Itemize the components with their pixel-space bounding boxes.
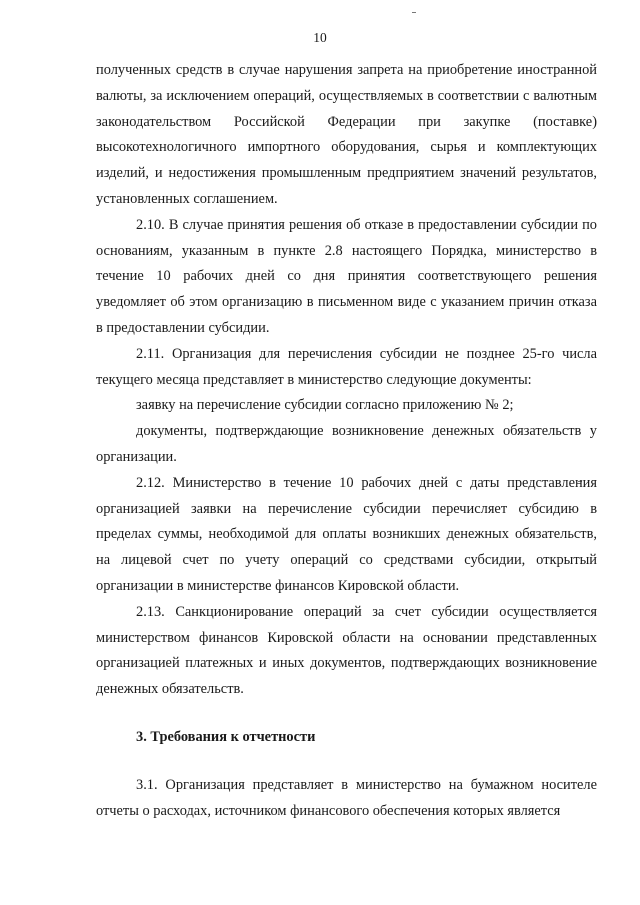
- paragraph-2-11: 2.11. Организация для перечисления субсидии не позднее 25-го числа текущего месяца представляет в министерство следующие документы:: [96, 345, 597, 388]
- paragraph-documents-item: документы, подтверждающие возникновение денежных обязательств у организации.: [96, 423, 597, 465]
- paragraph-2-12: 2.12. Министерство в течение 10 рабочих дней с даты представления организацией заявки на перечисление субсидии перечисляет субсидию в пределах суммы, необходимой для оплаты возникших денежных обязательств, на лицевой счет по учету операций со средствами субсидии, открытый организации в министерстве финансов Кировской области.: [96, 474, 597, 594]
- paragraph-3-1: 3.1. Организация представляет в министерство на бумажном носителе отчеты о расходах, источником финансового обеспечения которых является: [96, 776, 597, 819]
- paragraph-2-13: 2.13. Санкционирование операций за счет субсидии осуществляется министерством финансов Кировской области на основании представленных организацией платежных и иных документов, подтверждающих возникновение денежных обязательств.: [96, 603, 597, 698]
- section-heading: 3. Требования к отчетности: [136, 728, 316, 745]
- paragraph-continuation: полученных средств в случае нарушения запрета на приобретение иностранной валюты, за исключением операций, осуществляемых в соответствии с валютным законодательством Российской Федерации при закупке (поставке) высокотехнологичного импортного оборудования, сырья и комплектующих изделий, и недостижения промышленным предприятием значений результатов, установленных соглашением.: [96, 62, 597, 207]
- scan-mark: [412, 12, 416, 13]
- paragraph-application-item: заявку на перечисление субсидии согласно приложению № 2;: [136, 397, 514, 414]
- page-number: 10: [313, 30, 327, 45]
- document-body: [96, 58, 597, 824]
- paragraph-2-10: 2.10. В случае принятия решения об отказе в предоставлении субсидии по основаниям, указанным в пункте 2.8 настоящего Порядка, министерство в течение 10 рабочих дней со дня принятия соответствующего решения уведомляет об этом организацию в письменном виде с указанием причин отказа в предоставлении субсидии.: [96, 216, 597, 336]
